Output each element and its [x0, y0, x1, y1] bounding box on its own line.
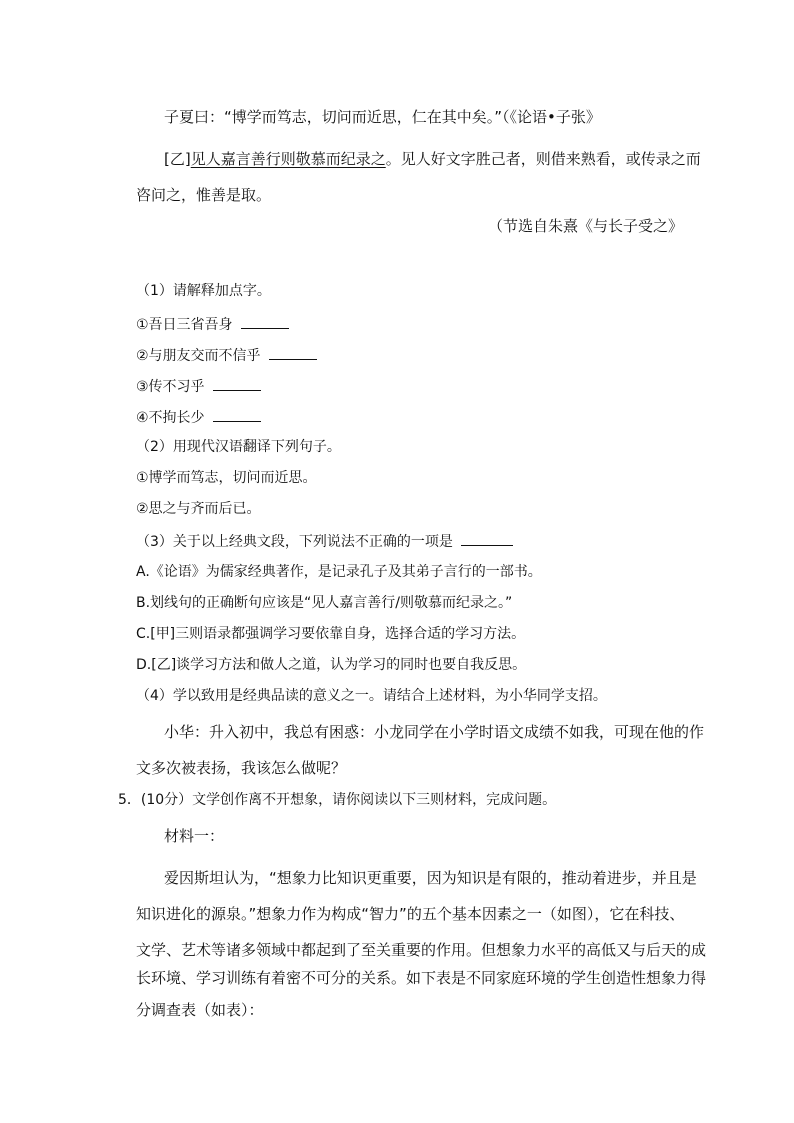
option-a: A.《论语》为儒家经典著作，是记录孔子及其弟子言行的一部书。 [136, 564, 542, 580]
answer-blank[interactable] [461, 531, 513, 546]
option-b: B.划线句的正确断句应该是“见人嘉言善行/则敬慕而纪录之。” [136, 595, 513, 611]
answer-blank[interactable] [213, 376, 261, 391]
q1-item-2 [136, 345, 317, 365]
q1-item-3-text: ③传不习乎 [136, 379, 205, 395]
q1-item-1-text: ①吾日三省吾身 [136, 317, 233, 333]
xiaohua-dialogue-2: 文多次被表扬，我该怎么做呢？ [136, 759, 347, 777]
passage-line-1: 子夏曰：“博学而笃志，切问而近思，仁在其中矣。”（《论语•子张》 [164, 108, 601, 126]
passage-line-2-rest: 。见人好文字胜己者，则借来熟看，或传录之而 [385, 150, 701, 168]
question-1: （1）请解释加点字。 [136, 283, 271, 299]
material-1-title: 材料一： [164, 827, 225, 845]
material-1-line-2: 知识进化的源泉。”想象力作为构成“智力”的五个基本因素之一（如图），它在科技、 [136, 905, 685, 923]
material-1-line-4: 长环境、学习训练有着密不可分的关系。如下表是不同家庭环境的学生创造性想象力得 [136, 969, 707, 987]
passage-source: （节选自朱熹《与长子受之》 [488, 217, 684, 235]
yi-label: [乙] [164, 150, 191, 168]
answer-blank[interactable] [213, 407, 261, 422]
question-5-header: 5．(10分）文学创作离不开想象，请你阅读以下三则材料，完成问题。 [118, 792, 557, 808]
passage-line-3: 咨问之，惟善是取。 [136, 186, 272, 204]
option-d: D.[乙]谈学习方法和做人之道，认为学习的同时也要自我反思。 [136, 657, 527, 673]
passage-line-2 [164, 149, 701, 169]
q1-item-2-text: ②与朋友交而不信乎 [136, 348, 261, 364]
q2-item-2: ②思之与齐而后已。 [136, 501, 261, 517]
q1-item-4 [136, 407, 261, 427]
question-3-text: （3）关于以上经典文段，下列说法不正确的一项是 [136, 534, 453, 550]
material-1-line-1: 爱因斯坦认为，“想象力比知识更重要，因为知识是有限的，推动着进步，并且是 [164, 869, 697, 887]
underlined-sentence: 见人嘉言善行则敬慕而纪录之 [190, 150, 386, 168]
answer-blank[interactable] [241, 314, 289, 329]
material-1-line-5: 分调查表（如表）： [136, 1001, 264, 1019]
xiaohua-dialogue-1: 小华：升入初中，我总有困惑：小龙同学在小学时语文成绩不如我，可现在他的作 [164, 723, 705, 741]
question-4: （4）学以致用是经典品读的意义之一。请结合上述材料，为小华同学支招。 [136, 688, 607, 704]
question-2: （2）用现代汉语翻译下列句子。 [136, 439, 341, 455]
q1-item-3 [136, 376, 261, 396]
option-c: C.[甲]三则语录都强调学习要依靠自身，选择合适的学习方法。 [136, 626, 526, 642]
answer-blank[interactable] [269, 345, 317, 360]
q1-item-1 [136, 314, 289, 334]
q2-item-1: ①博学而笃志，切问而近思。 [136, 470, 317, 486]
q1-item-4-text: ④不拘长少 [136, 410, 205, 426]
material-1-line-3: 文学、艺术等诸多领域中都起到了至关重要的作用。但想象力水平的高低又与后天的成 [136, 941, 707, 959]
question-3 [136, 531, 513, 551]
